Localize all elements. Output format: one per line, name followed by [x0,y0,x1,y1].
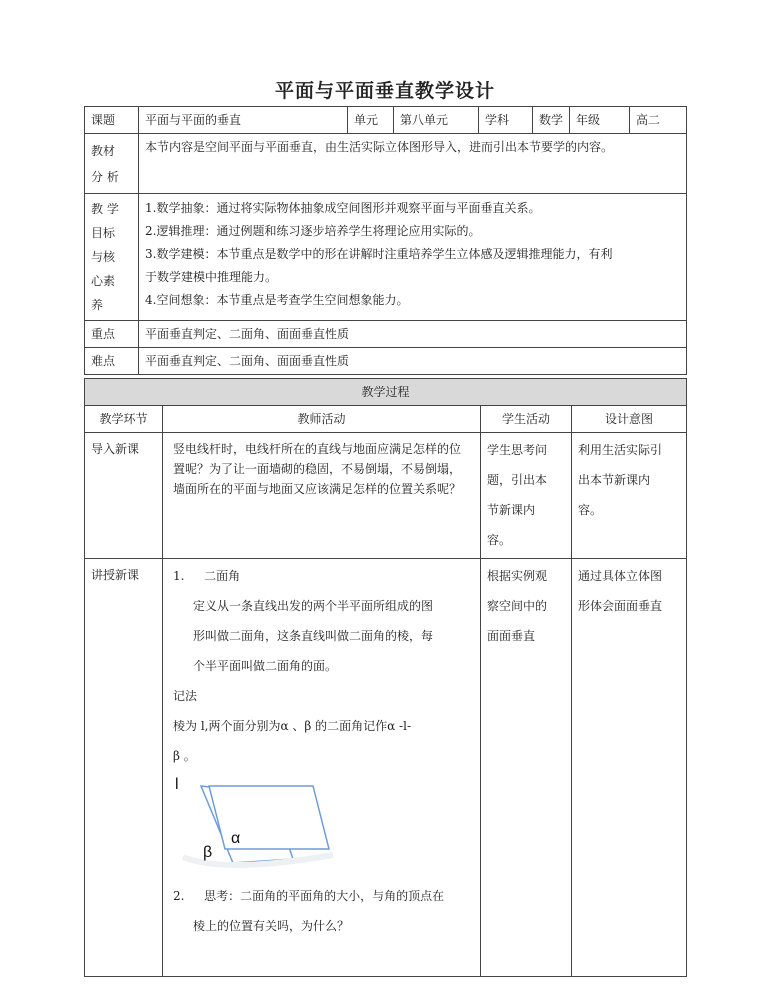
topic-value: 平面与平面的垂直 [139,107,348,134]
goal-item: 1.数学抽象：通过将实际物体抽象成空间图形并观察平面与平面垂直关系。 [145,201,541,215]
definition-line: 个半平面叫做二面角的面。 [193,659,338,673]
notation-line: 棱为 l,两个面分别为α 、β 的二面角记作α -l- [173,719,412,733]
process-header: 教学过程 [85,379,687,406]
plane-alpha-shape [209,786,329,849]
intro-student-line: 节新课内 [487,503,536,517]
grade-value: 高二 [630,107,687,134]
difficulty-label: 难点 [85,348,139,375]
intro-teacher-activity: 竖电线杆时，电线杆所在的直线与地面应满足怎样的位置呢？为了让一面墙砌的稳固，不易倒塌，不易倒塌，墙面所在的平面与地面又应该满足怎样的位置关系呢？ [163,433,481,559]
difficulty-content: 平面垂直判定、二面角、面面垂直性质 [139,348,687,375]
dihedral-definition [173,591,474,681]
intro-design-intent [572,433,687,559]
definition-line: 形叫做二面角，这条直线叫做二面角的棱，每 [193,629,434,643]
topic-label: 课题 [85,107,139,134]
lecture-design-line: 形体会面面垂直 [578,599,663,613]
lecture-item2-number: 2. [173,889,185,903]
edge-label: l [175,776,179,793]
lecture-item1-title: 二面角 [204,569,241,583]
lecture-item1 [173,561,474,591]
analysis-label-line1: 教材 [91,144,116,158]
unit-value: 第八单元 [394,107,479,134]
process-table [84,378,687,977]
dihedral-angle-figure [173,775,343,875]
analysis-content: 本节内容是空间平面与平面垂直，由生活实际立体图形导入，进而引出本节要学的内容。 [139,134,687,194]
subject-label: 学科 [479,107,533,134]
intro-design-line: 容。 [578,503,603,517]
subject-value: 数学 [533,107,570,134]
lecture-item2 [173,881,474,941]
intro-student-line: 题，引出本 [487,473,548,487]
notation-line: β 。 [173,749,196,763]
intro-student-line: 容。 [487,533,512,547]
goal-item: 3.数学建模：本节重点是数学中的形在讲解时注重培养学生立体感及逻辑推理能力，有利 [145,247,613,261]
goal-item: 于数学建模中推理能力。 [145,270,278,284]
goals-label-line: 养 [91,298,104,312]
info-table [84,106,687,375]
beta-label: β [203,844,213,861]
alpha-label: α [231,830,241,847]
intro-student-activity [481,433,572,559]
intro-student-line: 学生思考问 [487,443,548,457]
item2-text: 思考：二面角的平面角的大小，与角的顶点在 [204,889,445,903]
lecture-student-line: 根据实例观 [487,569,548,583]
goals-label [85,194,139,321]
analysis-label [85,134,139,194]
lecture-student-line: 察空间中的 [487,599,548,613]
key-point-content: 平面垂直判定、二面角、面面垂直性质 [139,321,687,348]
column-header-stage: 教学环节 [85,406,163,433]
lecture-design-intent [572,559,687,977]
goals-label-line: 目标 [91,226,116,240]
unit-label: 单元 [348,107,394,134]
item2-line: 棱上的位置有关吗，为什么？ [193,919,350,933]
goals-label-line: 心素 [91,274,116,288]
lecture-student-activity [481,559,572,977]
intro-stage: 导入新课 [85,433,163,559]
notation-text [173,711,474,771]
column-header-teacher: 教师活动 [163,406,481,433]
column-header-design: 设计意图 [572,406,687,433]
dihedral-angle-diagram [173,775,474,875]
intro-design-line: 出本节新课内 [578,473,651,487]
lecture-item1-number: 1. [173,569,185,583]
goal-item: 4.空间想象：本节重点是考查学生空间想象能力。 [145,293,409,307]
lecture-teacher-activity [163,559,481,977]
key-point-label: 重点 [85,321,139,348]
lecture-stage: 讲授新课 [85,559,163,977]
lecture-student-line: 面面垂直 [487,629,536,643]
goal-item: 2.逻辑推理：通过例题和练习逐步培养学生将理论应用实际的。 [145,224,481,238]
document-title: 平面与平面垂直教学设计 [274,80,495,102]
analysis-label-line2: 分 析 [91,170,119,184]
definition-line: 定义从一条直线出发的两个半平面所组成的图 [193,599,434,613]
notation-label: 记法 [173,689,198,703]
column-header-student: 学生活动 [481,406,572,433]
item2-line [173,881,474,911]
lecture-design-line: 通过具体立体图 [578,569,663,583]
goals-label-line: 教 学 [91,202,119,216]
goals-label-line: 与核 [91,250,116,264]
goals-content [139,194,687,321]
intro-design-line: 利用生活实际引 [578,443,663,457]
grade-label: 年级 [570,107,630,134]
